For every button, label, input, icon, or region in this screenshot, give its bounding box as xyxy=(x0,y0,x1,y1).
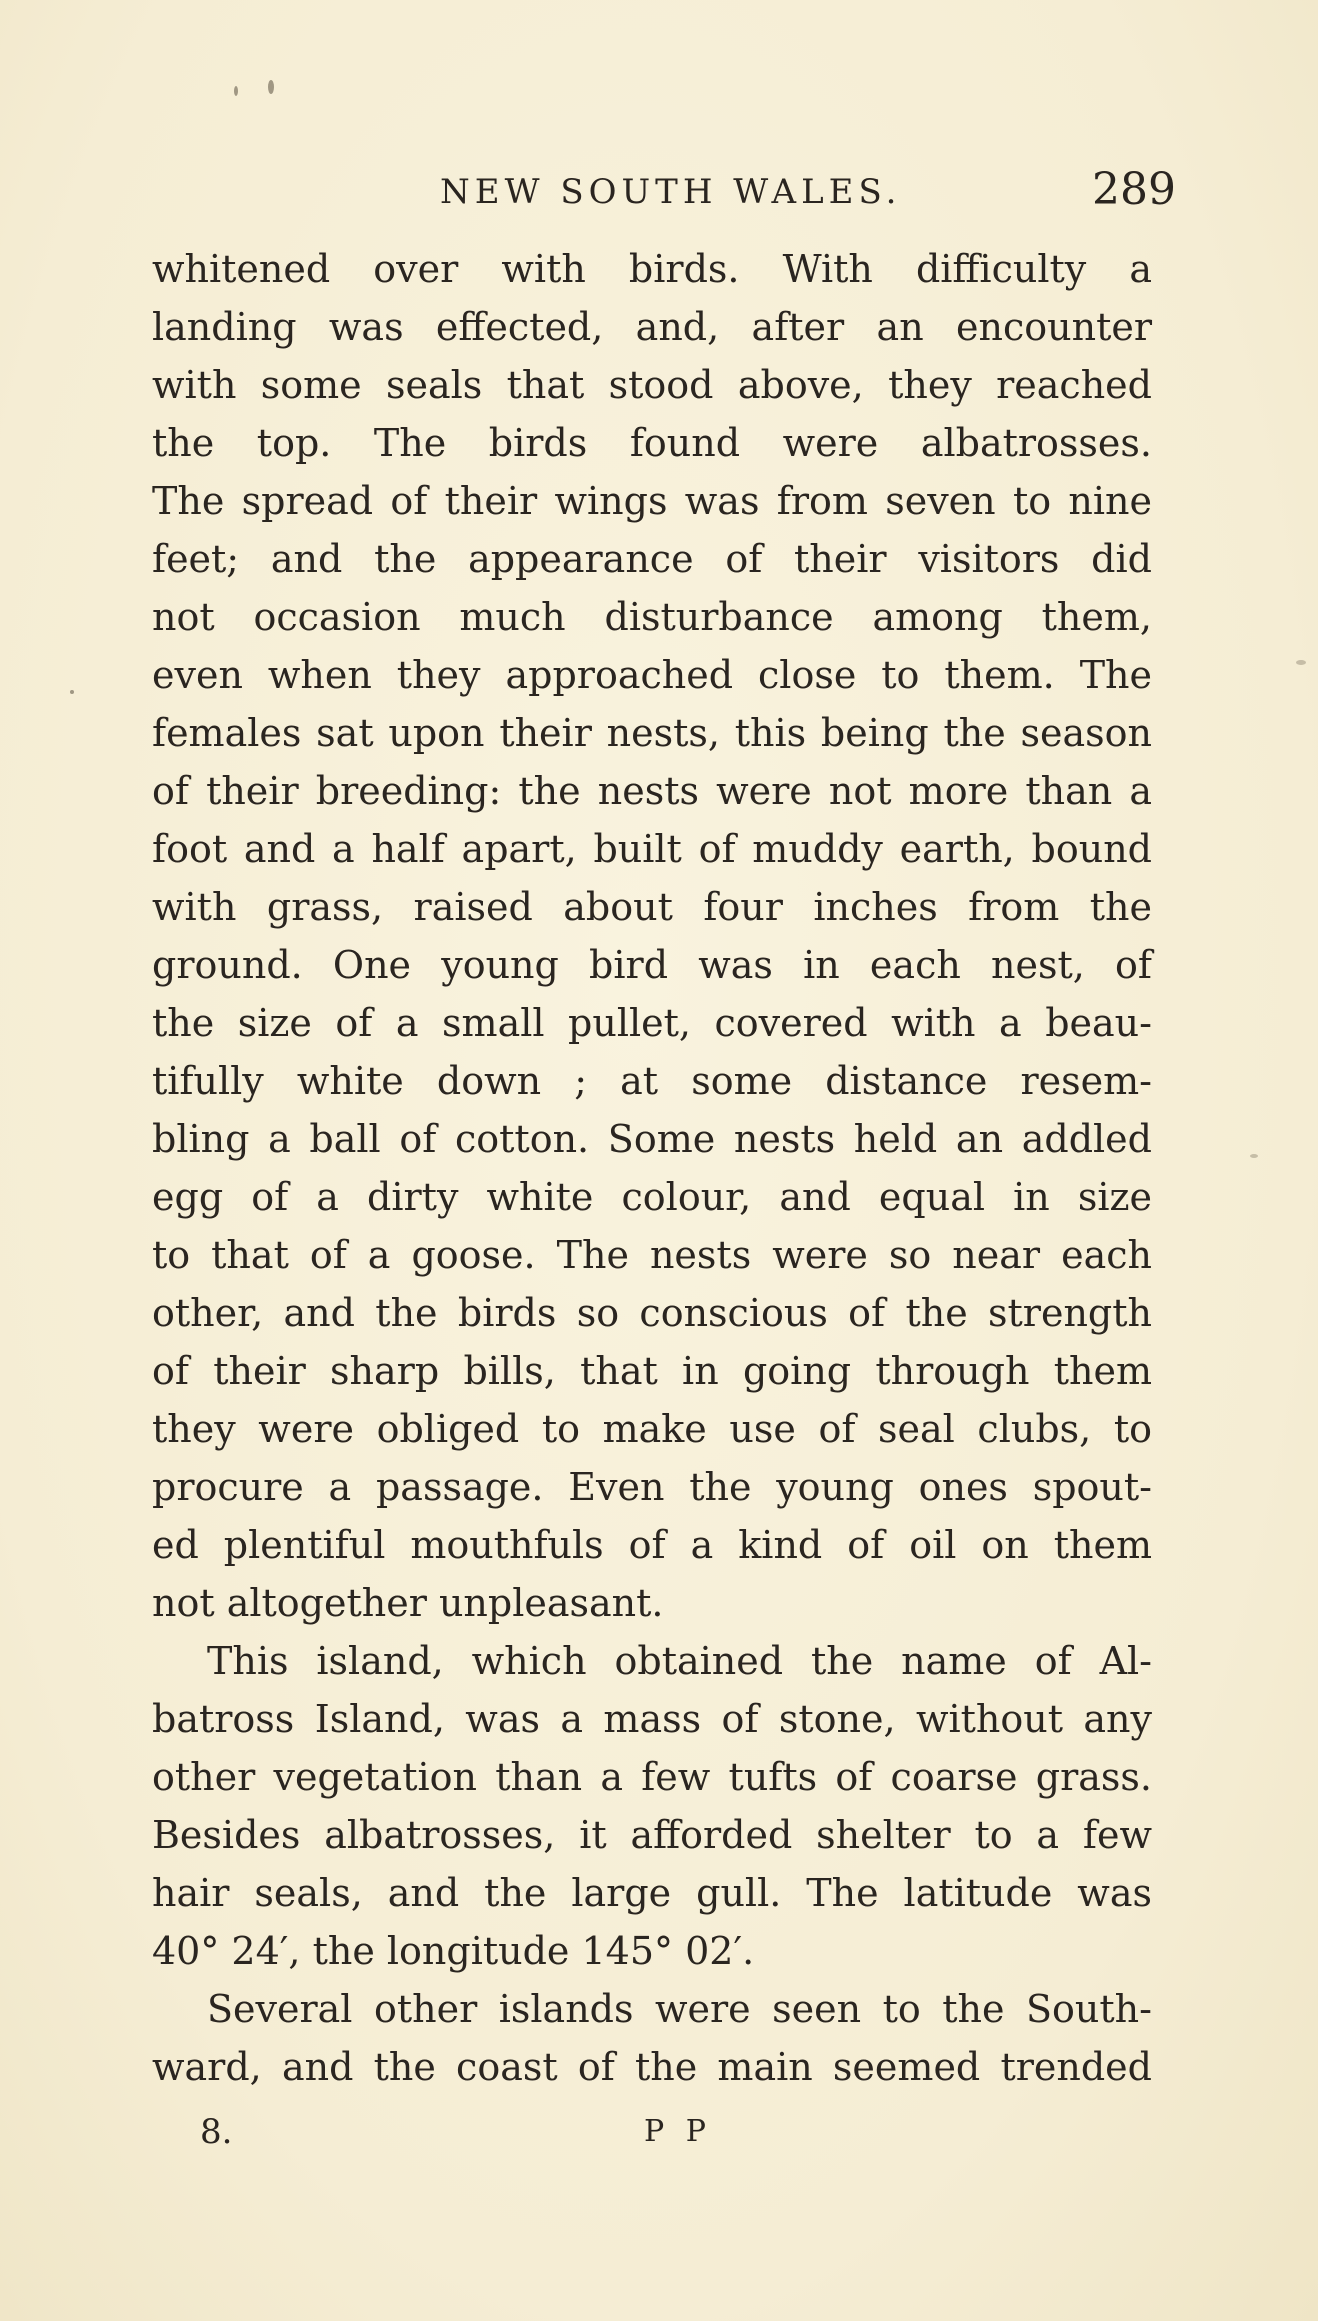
text-line: tifully white down ; at some distance resem- xyxy=(152,1059,1152,1103)
text-line: egg of a dirty white colour, and equal in size xyxy=(152,1175,1152,1219)
text-line: hair seals, and the large gull. The latitude was xyxy=(152,1871,1152,1915)
text-line: landing was effected, and, after an encounter xyxy=(152,305,1152,349)
text-line: batross Island, was a mass of stone, without any xyxy=(152,1697,1152,1741)
text-line: feet; and the appearance of their visitors did xyxy=(152,537,1152,581)
text-line: whitened over with birds. With difficulty a xyxy=(152,247,1152,291)
page-number: 289 xyxy=(1092,164,1176,215)
text-line: females sat upon their nests, this being the season xyxy=(152,711,1152,755)
text-line: they were obliged to make use of seal clubs, to xyxy=(152,1407,1152,1451)
text-line: foot and a half apart, built of muddy earth, bound xyxy=(152,827,1152,871)
text-line: This island, which obtained the name of Al- xyxy=(207,1639,1152,1683)
signature-number: 8. xyxy=(200,2112,233,2152)
text-line: with some seals that stood above, they reached xyxy=(152,363,1152,407)
text-line: the size of a small pullet, covered with a beau- xyxy=(152,1001,1152,1045)
ink-speck xyxy=(268,80,274,94)
text-line: ward, and the coast of the main seemed trended xyxy=(152,2045,1152,2089)
text-line: Several other islands were seen to the South- xyxy=(207,1987,1152,2031)
ink-speck xyxy=(1296,660,1306,665)
ink-speck xyxy=(234,86,238,96)
text-line: Besides albatrosses, it afforded shelter to a few xyxy=(152,1813,1152,1857)
text-line: of their sharp bills, that in going through them xyxy=(152,1349,1152,1393)
running-head: NEW SOUTH WALES. xyxy=(440,172,902,212)
text-line: with grass, raised about four inches from the xyxy=(152,885,1152,929)
text-line: bling a ball of cotton. Some nests held an addled xyxy=(152,1117,1152,1161)
text-line: ed plentiful mouthfuls of a kind of oil on them xyxy=(152,1523,1152,1567)
text-line: other vegetation than a few tufts of coarse grass. xyxy=(152,1755,1152,1799)
text-line: The spread of their wings was from seven to nine xyxy=(152,479,1152,523)
text-line: ground. One young bird was in each nest, of xyxy=(152,943,1152,987)
text-line: even when they approached close to them. The xyxy=(152,653,1152,697)
page-footer xyxy=(200,2112,800,2162)
text-line: not occasion much disturbance among them, xyxy=(152,595,1152,639)
text-line: of their breeding: the nests were not more than a xyxy=(152,769,1152,813)
text-line: 40° 24′, the longitude 145° 02′. xyxy=(152,1929,755,1973)
page-header xyxy=(152,164,1176,224)
text-line: procure a passage. Even the young ones spout- xyxy=(152,1465,1152,1509)
body-text xyxy=(152,240,1152,2096)
signature-mark: P P xyxy=(644,2114,712,2149)
ink-speck xyxy=(1250,1154,1258,1158)
text-line: the top. The birds found were albatrosses. xyxy=(152,421,1152,465)
text-line: other, and the birds so conscious of the strength xyxy=(152,1291,1152,1335)
text-line: not altogether unpleasant. xyxy=(152,1581,664,1625)
ink-speck xyxy=(70,690,74,694)
text-line: to that of a goose. The nests were so near each xyxy=(152,1233,1152,1277)
